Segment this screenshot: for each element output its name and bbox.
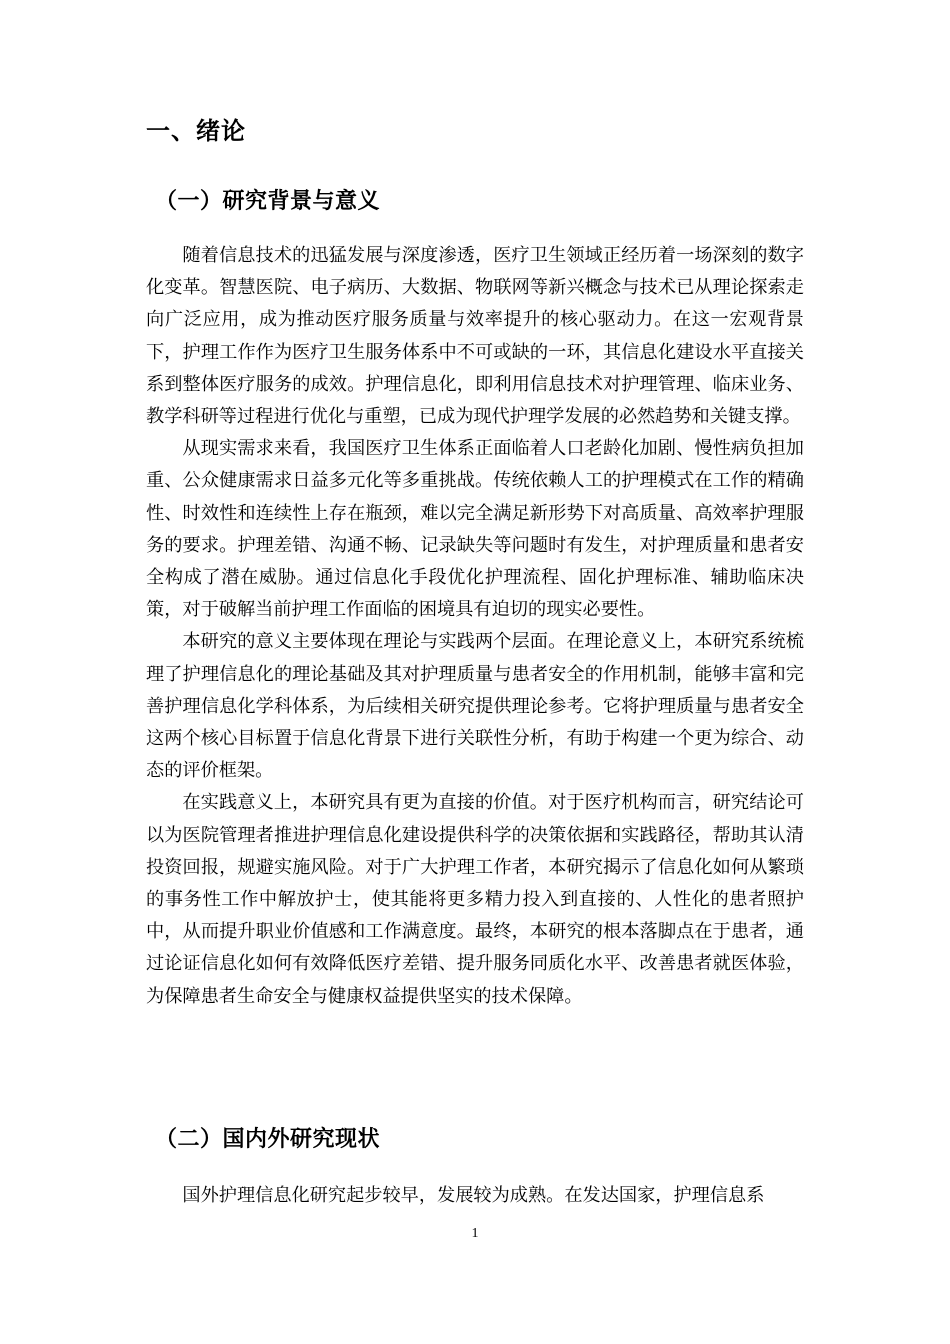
section-heading-background: （一）研究背景与意义 (155, 189, 381, 214)
section-body-background (146, 240, 804, 1013)
section-body-research-status (146, 1180, 804, 1212)
page-number: 1 (471, 1226, 479, 1241)
section-heading-research-status: （二）国内外研究现状 (155, 1127, 381, 1152)
paragraph: 随着信息技术的迅猛发展与深度渗透，医疗卫生领域正经历着一场深刻的数字化变革。智慧医院、电子病历、大数据、物联网等新兴概念与技术已从理论探索走向广泛应用，成为推动医疗服务质量与效率提升的核心驱动力。在这一宏观背景下，护理工作作为医疗卫生服务体系中不可或缺的一环，其信息化建设水平直接关系到整体医疗服务的成效。护理信息化，即利用信息技术对护理管理、临床业务、教学科研等过程进行优化与重塑，已成为现代护理学发展的必然趋势和关键支撑。 (146, 245, 804, 428)
paragraph: 国外护理信息化研究起步较早，发展较为成熟。在发达国家，护理信息系 (182, 1185, 765, 1206)
paragraph: 在实践意义上，本研究具有更为直接的价值。对于医疗机构而言，研究结论可以为医院管理者推进护理信息化建设提供科学的决策依据和实践路径，帮助其认清投资回报，规避实施风险。对于广大护理工作者，本研究揭示了信息化如何从繁琐的事务性工作中解放护士，使其能将更多精力投入到直接的、人性化的患者照护中，从而提升职业价值感和工作满意度。最终，本研究的根本落脚点在于患者，通过论证信息化如何有效降低医疗差错、提升服务同质化水平、改善患者就医体验，为保障患者生命安全与健康权益提供坚实的技术保障。 (146, 792, 804, 1007)
paragraph: 从现实需求来看，我国医疗卫生体系正面临着人口老龄化加剧、慢性病负担加重、公众健康需求日益多元化等多重挑战。传统依赖人工的护理模式在工作的精确性、时效性和连续性上存在瓶颈，难以完全满足新形势下对高质量、高效率护理服务的要求。护理差错、沟通不畅、记录缺失等问题时有发生，对护理质量和患者安全构成了潜在威胁。通过信息化手段优化护理流程、固化护理标准、辅助临床决策，对于破解当前护理工作面临的困境具有迫切的现实必要性。 (146, 438, 804, 621)
chapter-heading: 一、绪论 (146, 117, 246, 145)
paragraph: 本研究的意义主要体现在理论与实践两个层面。在理论意义上，本研究系统梳理了护理信息化的理论基础及其对护理质量与患者安全的作用机制，能够丰富和完善护理信息化学科体系，为后续相关研究提供理论参考。它将护理质量与患者安全这两个核心目标置于信息化背景下进行关联性分析，有助于构建一个更为综合、动态的评价框架。 (146, 631, 804, 782)
